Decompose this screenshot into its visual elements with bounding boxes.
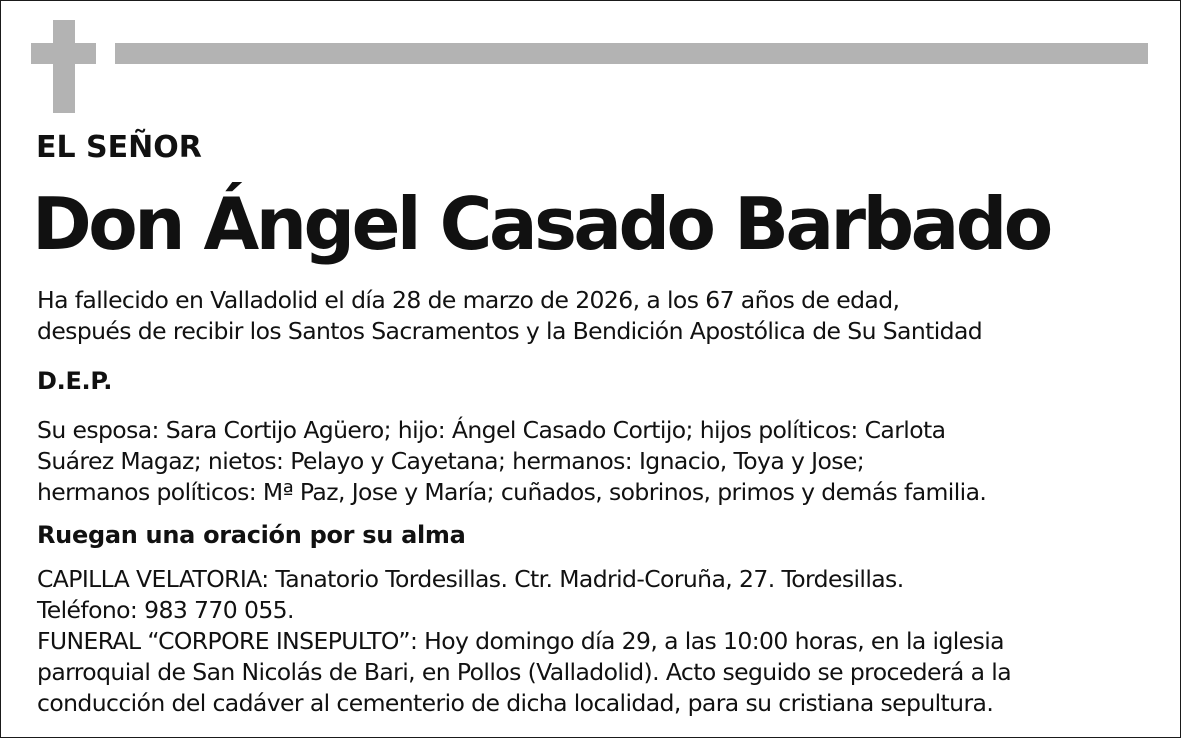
family-line: Suárez Magaz; nietos: Pelayo y Cayetana; hermanos: Ignacio, Toya y Jose; xyxy=(37,447,865,475)
prayer-request: Ruegan una oración por su alma xyxy=(37,521,466,549)
family-line: hermanos políticos: Mª Paz, Jose y María; cuñados, sobrinos, primos y demás familia. xyxy=(37,478,987,506)
cross-horizontal-bar xyxy=(31,43,96,64)
deceased-name: Don Ángel Casado Barbado xyxy=(32,182,1050,266)
rip-label: D.E.P. xyxy=(37,367,113,395)
cross-vertical-bar xyxy=(53,20,75,113)
service-line: FUNERAL “CORPORE INSEPULTO”: Hoy domingo día 29, a las 10:00 horas, en la iglesia xyxy=(37,627,1004,655)
family-line: Su esposa: Sara Cortijo Agüero; hijo: Ángel Casado Cortijo; hijos políticos: Carlota xyxy=(37,416,946,444)
announcement-line: después de recibir los Santos Sacramentos y la Bendición Apostólica de Su Santidad xyxy=(37,317,983,345)
header-divider-bar xyxy=(115,43,1148,64)
service-line: CAPILLA VELATORIA: Tanatorio Tordesillas. Ctr. Madrid-Coruña, 27. Tordesillas. xyxy=(37,565,904,593)
family-text xyxy=(37,415,986,508)
service-line: conducción del cadáver al cementerio de dicha localidad, para su cristiana sepultura. xyxy=(37,689,994,717)
service-line: Teléfono: 983 770 055. xyxy=(37,596,294,624)
announcement-line: Ha fallecido en Valladolid el día 28 de marzo de 2026, a los 67 años de edad, xyxy=(37,286,900,314)
salutation: EL SEÑOR xyxy=(36,130,202,165)
service-details xyxy=(37,564,1011,719)
service-line: parroquial de San Nicolás de Bari, en Pollos (Valladolid). Acto seguido se procederá a la xyxy=(37,658,1011,686)
announcement-text xyxy=(37,285,982,347)
